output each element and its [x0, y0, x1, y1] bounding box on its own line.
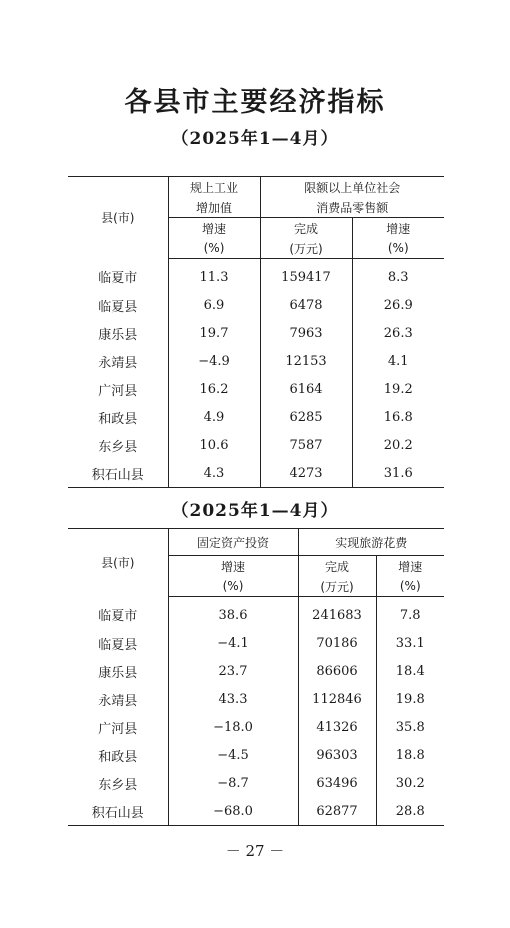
county-name-cell: 永靖县: [98, 355, 138, 371]
value-cell-tour-amount: 241683: [298, 597, 376, 630]
value-cell-retail-growth: 8.3: [352, 259, 444, 292]
value-cell-invest-growth: −18.0: [168, 713, 298, 741]
table-row: [68, 291, 444, 319]
value-cell-retail-growth: 16.8: [352, 403, 444, 431]
value-cell-tour-amount: 63496: [298, 769, 376, 797]
value-cell-invest-growth: 38.6: [168, 597, 298, 630]
table-row: [68, 657, 444, 685]
table-row: [68, 375, 444, 403]
value-cell-invest-growth: −4.5: [168, 741, 298, 769]
table-row: [68, 597, 444, 630]
header-tour-growth: 增速: [376, 556, 444, 577]
header-retail-line2: 消费品零售额: [260, 197, 444, 218]
table-row: [68, 769, 444, 797]
header-retail-unit: (万元): [260, 238, 352, 259]
header-tour-done: 完成: [298, 556, 376, 577]
county-name-cell: 临夏县: [98, 637, 138, 653]
value-cell-industry-growth: 19.7: [168, 319, 260, 347]
county-name-cell: 和政县: [98, 749, 138, 765]
header-industry-line1: 规上工业: [168, 177, 260, 198]
table2-body: [68, 597, 444, 826]
value-cell-invest-growth: −8.7: [168, 769, 298, 797]
value-cell-tour-amount: 112846: [298, 685, 376, 713]
page-title: 各县市主要经济指标: [124, 87, 386, 118]
county-name-cell: 永靖县: [98, 693, 138, 709]
header-retail-growth: 增速: [352, 218, 444, 239]
value-cell-retail-amount: 159417: [260, 259, 352, 292]
county-name-cell: 康乐县: [98, 327, 138, 343]
county-name-cell: 东乡县: [98, 777, 138, 793]
county-name-cell: 和政县: [98, 411, 138, 427]
table-row: [68, 403, 444, 431]
value-cell-retail-growth: 4.1: [352, 347, 444, 375]
county-name-cell: 康乐县: [98, 665, 138, 681]
table1-subtitle: （2025年1—4月）: [171, 129, 339, 149]
value-cell-tour-amount: 96303: [298, 741, 376, 769]
table1-body: [68, 259, 444, 488]
value-cell-tour-growth: 7.8: [376, 597, 444, 630]
value-cell-industry-growth: 4.9: [168, 403, 260, 431]
header-invest-growth: 增速: [168, 556, 298, 577]
table-row: [68, 713, 444, 741]
county-name-cell: 广河县: [98, 383, 138, 399]
table-row: [68, 629, 444, 657]
value-cell-retail-amount: 12153: [260, 347, 352, 375]
value-cell-industry-growth: −4.9: [168, 347, 260, 375]
county-name-cell: 积石山县: [91, 467, 144, 483]
value-cell-retail-growth: 31.6: [352, 459, 444, 488]
table-county-industry-retail: [68, 176, 444, 488]
value-cell-retail-amount: 6164: [260, 375, 352, 403]
value-cell-tour-growth: 33.1: [376, 629, 444, 657]
table-county-investment-tourism: [68, 528, 444, 826]
page-number: － 27 －: [225, 842, 285, 860]
value-cell-tour-amount: 86606: [298, 657, 376, 685]
county-name-cell: 积石山县: [91, 805, 144, 821]
table-row: [68, 319, 444, 347]
header-investment: 固定资产投资: [168, 529, 298, 556]
value-cell-tour-amount: 62877: [298, 797, 376, 826]
value-cell-invest-growth: 43.3: [168, 685, 298, 713]
value-cell-industry-growth: 10.6: [168, 431, 260, 459]
header-county: 县(市): [101, 211, 135, 226]
value-cell-retail-growth: 26.9: [352, 291, 444, 319]
header-industry-line2: 增加值: [168, 197, 260, 218]
header-retail-pct: (%): [352, 238, 444, 259]
header-industry-growth: 增速: [168, 218, 260, 239]
county-name-cell: 临夏县: [98, 299, 138, 315]
county-name-cell: 临夏市: [98, 609, 138, 625]
value-cell-invest-growth: −4.1: [168, 629, 298, 657]
value-cell-retail-amount: 7963: [260, 319, 352, 347]
value-cell-retail-amount: 4273: [260, 459, 352, 488]
table-row: [68, 685, 444, 713]
value-cell-tour-growth: 28.8: [376, 797, 444, 826]
value-cell-tour-growth: 18.8: [376, 741, 444, 769]
value-cell-tour-growth: 19.8: [376, 685, 444, 713]
header-invest-pct: (%): [168, 576, 298, 597]
value-cell-industry-growth: 11.3: [168, 259, 260, 292]
value-cell-tour-growth: 35.8: [376, 713, 444, 741]
county-name-cell: 东乡县: [98, 439, 138, 455]
header-tour-pct: (%): [376, 576, 444, 597]
header-industry-pct: (%): [168, 238, 260, 259]
table-row: [68, 259, 444, 292]
header-county: 县(市): [101, 556, 135, 571]
value-cell-invest-growth: −68.0: [168, 797, 298, 826]
value-cell-tour-growth: 18.4: [376, 657, 444, 685]
value-cell-industry-growth: 6.9: [168, 291, 260, 319]
header-tour-unit: (万元): [298, 576, 376, 597]
value-cell-invest-growth: 23.7: [168, 657, 298, 685]
table-row: [68, 431, 444, 459]
header-retail-done: 完成: [260, 218, 352, 239]
value-cell-tour-growth: 30.2: [376, 769, 444, 797]
table-row: [68, 797, 444, 826]
value-cell-retail-amount: 7587: [260, 431, 352, 459]
table-row: [68, 459, 444, 488]
county-name-cell: 临夏市: [98, 271, 138, 287]
value-cell-retail-growth: 26.3: [352, 319, 444, 347]
value-cell-tour-amount: 41326: [298, 713, 376, 741]
table-row: [68, 347, 444, 375]
county-name-cell: 广河县: [98, 721, 138, 737]
value-cell-retail-growth: 19.2: [352, 375, 444, 403]
value-cell-industry-growth: 16.2: [168, 375, 260, 403]
value-cell-industry-growth: 4.3: [168, 459, 260, 488]
value-cell-retail-amount: 6478: [260, 291, 352, 319]
header-retail-line1: 限额以上单位社会: [260, 177, 444, 198]
value-cell-tour-amount: 70186: [298, 629, 376, 657]
table2-subtitle: （2025年1—4月）: [171, 501, 339, 521]
value-cell-retail-amount: 6285: [260, 403, 352, 431]
value-cell-retail-growth: 20.2: [352, 431, 444, 459]
table-row: [68, 741, 444, 769]
header-tourism: 实现旅游花费: [298, 529, 444, 556]
